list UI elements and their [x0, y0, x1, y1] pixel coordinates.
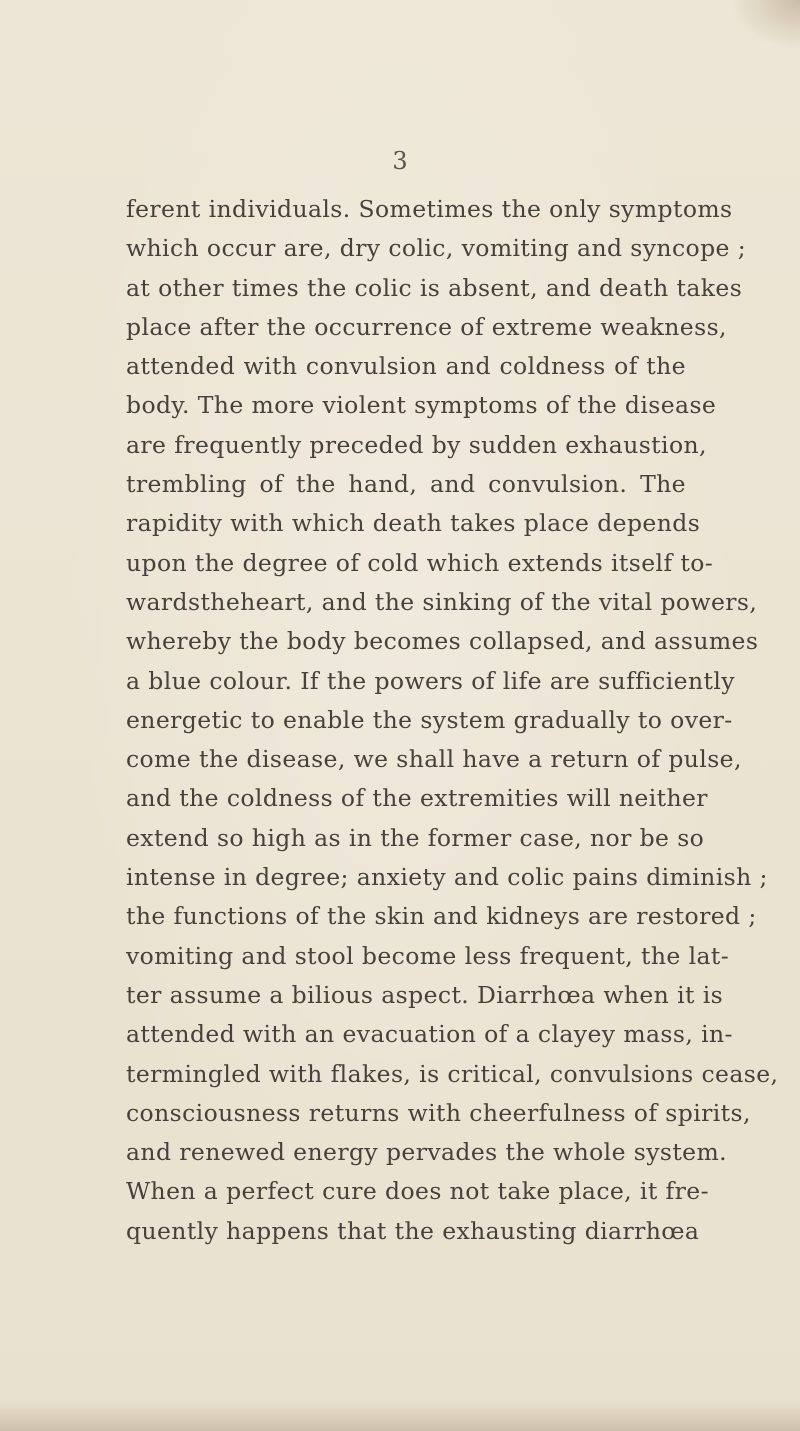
text-line: ferent individuals. Sometimes the only symptoms	[126, 195, 733, 223]
text-line: extend so high as in the former case, nor be so	[126, 823, 705, 852]
page-bottom-stain	[0, 1401, 800, 1431]
text-line: rapidity with which death takes place depends	[126, 509, 701, 538]
text-line: and renewed energy pervades the whole system.	[126, 1138, 728, 1167]
text-line: ter assume a bilious aspect. Diarrhœa when it is	[126, 980, 724, 1009]
text-line: intense in degree; anxiety and colic pains diminish ;	[126, 863, 768, 892]
text-line: When a perfect cure does not take place, it fre-	[126, 1177, 709, 1206]
text-line: vomiting and stool become less frequent, the lat-	[126, 941, 730, 970]
text-line: place after the occurrence of extreme weakness,	[126, 312, 727, 341]
text-line: energetic to enable the system gradually to over-	[126, 705, 733, 734]
text-line: consciousness returns with cheerfulness of spirits,	[126, 1098, 751, 1127]
page-edge-stain	[730, 0, 800, 50]
text-line: attended with an evacuation of a clayey mass, in-	[126, 1020, 733, 1049]
text-line: upon the degree of cold which extends itself to-	[126, 548, 714, 577]
text-line: body. The more violent symptoms of the disease	[126, 391, 717, 420]
text-line: trembling of the hand, and convulsion. The	[126, 470, 686, 499]
text-line: quently happens that the exhausting diarrhœa	[126, 1216, 700, 1245]
text-line: termingled with flakes, is critical, convulsions cease,	[126, 1059, 779, 1088]
text-line: whereby the body becomes collapsed, and assumes	[126, 627, 759, 656]
page-number: 3	[392, 147, 408, 175]
text-line: at other times the colic is absent, and death takes	[126, 273, 743, 302]
text-line: and the coldness of the extremities will neither	[126, 784, 708, 813]
text-line: come the disease, we shall have a return of pulse,	[126, 745, 742, 774]
text-line: attended with convulsion and coldness of the	[126, 352, 686, 381]
text-line: wardstheheart, and the sinking of the vital powers,	[126, 587, 758, 616]
text-line: a blue colour. If the powers of life are sufficiently	[126, 666, 735, 695]
body-text	[126, 190, 779, 1251]
text-line: the functions of the skin and kidneys are restored ;	[126, 902, 757, 931]
text-line: are frequently preceded by sudden exhaustion,	[126, 430, 707, 459]
text-line: which occur are, dry colic, vomiting and syncope ;	[126, 234, 747, 263]
